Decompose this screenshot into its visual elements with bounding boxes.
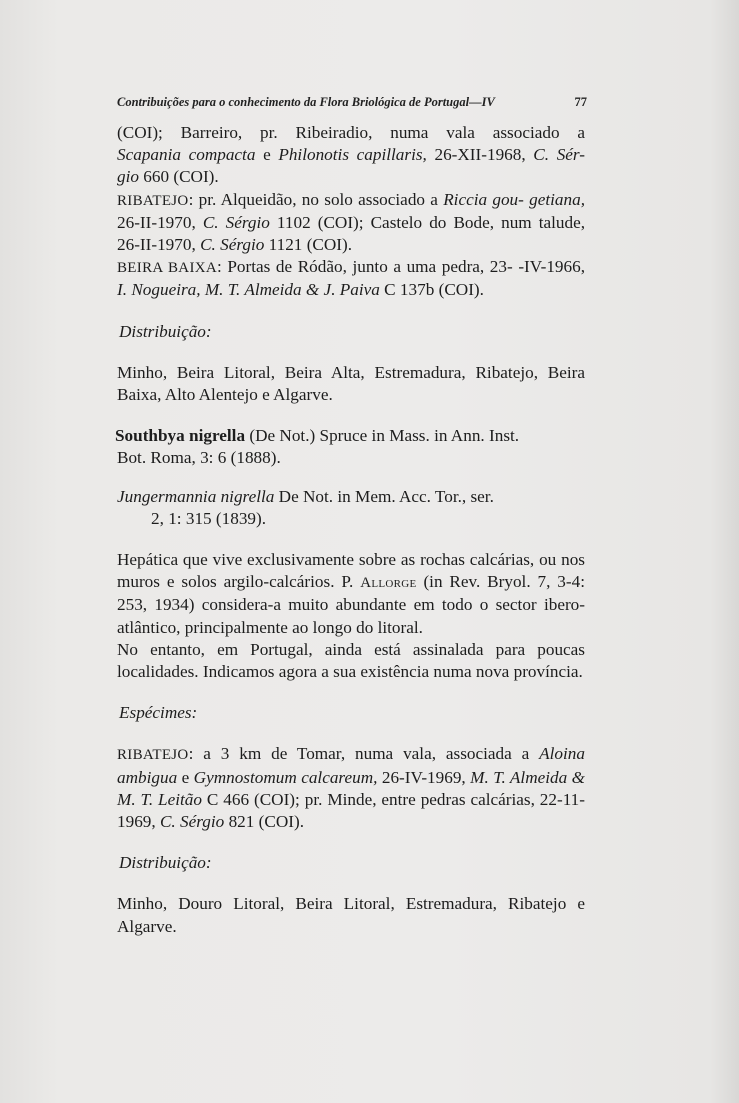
text-run: -IV-1966,	[518, 257, 585, 277]
collector: M. T. Almeida & M. T. Leitão	[117, 767, 586, 809]
text-run: 1102 (COI); Castelo do Bode,	[269, 212, 495, 232]
text-run: 26-II-1970,	[117, 212, 203, 232]
text-run: C 466 (COI); pr. Minde, entre	[201, 789, 416, 809]
distribution-text: Minho, Beira Litoral, Beira Alta, Estremadura, Ribatejo, Beira Baixa, Alto Alentejo e Algarve.	[117, 362, 585, 405]
text-run: : Portas de Ródão, junto a uma pedra, 23-	[217, 257, 513, 277]
species-authority: (De Not.) Spruce in Mass. in Ann. Inst.	[245, 426, 520, 446]
text-run: 26-XII-1968,	[426, 145, 534, 165]
text-run: (COI); Barreiro, pr. Ribeiradio, numa vala associado a	[117, 123, 585, 142]
distribution-text-2: Minho, Douro Litoral, Beira Litoral, Estremadura, Ribatejo e Algarve.	[117, 894, 585, 936]
specimen-paragraph-ribatejo	[117, 189, 585, 257]
page-body	[117, 122, 585, 938]
text-run: num talude, 26-II-1970,	[117, 212, 585, 255]
taxon-name: getiana,	[529, 189, 586, 209]
text-run: (in Rev. Bryol. 7, 3-4: 253, 1934) considera-a muito abundante em todo o sector ibero-atlântico, principalmente ao longo do litoral.	[117, 572, 585, 637]
collector: C. Sérgio	[202, 212, 270, 232]
collector: gio	[117, 167, 139, 187]
synonym-name: Jungermannia nigrella	[117, 486, 275, 506]
description-paragraph	[117, 549, 585, 639]
text-run: 821 (COI).	[224, 812, 304, 832]
specimen-line	[117, 166, 585, 188]
collector: C. Sérgio	[159, 812, 225, 832]
running-title: Contribuições para o conhecimento da Flora Briológica de Portugal—IV	[117, 95, 495, 109]
specimen-line	[117, 144, 585, 166]
collector: C. Sérgio	[200, 235, 265, 255]
text-run: Hepática que vive exclusivamente sobre as rochas calcárias, ou nos muros e solos argilo-calcários. P.	[117, 550, 585, 592]
taxon-name: Philonotis capillaris,	[278, 145, 427, 165]
text-run: 660 (COI).	[138, 167, 219, 187]
synonym-reference-cont: 2, 1: 315 (1839).	[151, 508, 267, 528]
text-run: 1121 (COI).	[264, 235, 353, 255]
text-run: 26-IV-1969,	[377, 767, 466, 787]
region-name: RIBATEJO	[117, 192, 189, 209]
distribution-heading: Distribuição:	[119, 321, 212, 341]
page-number: 77	[574, 95, 587, 109]
synonym-reference: De Not. in Mem. Acc. Tor., ser.	[274, 486, 494, 506]
taxon-name: Scapania compacta	[117, 145, 256, 165]
author-name: Allorge	[360, 575, 417, 592]
region-name: BEIRA BAIXA	[117, 260, 218, 277]
taxon-name: Riccia gou-	[443, 189, 524, 209]
specimen-line	[117, 122, 585, 144]
text-run: : pr. Alqueidão, no solo associado a	[188, 189, 444, 209]
description-paragraph-2: No entanto, em Portugal, ainda está assinalada para poucas localidades. Indicamos agora a sua existência numa nova província.	[117, 639, 585, 682]
distribution-heading-2: Distribuição:	[119, 853, 212, 873]
running-header	[117, 95, 587, 110]
text-run: pedras calcárias, 22-11-1969,	[117, 789, 585, 832]
collector: C. Sér-	[533, 145, 585, 165]
collector: I. Nogueira, M. T. Almeida & J. Paiva	[117, 280, 380, 300]
synonym-entry	[117, 486, 585, 508]
species-entry	[115, 425, 585, 447]
specimen-paragraph-ribatejo-2	[117, 743, 585, 833]
text-run: e	[255, 145, 279, 165]
text-run: C 137b (COI).	[379, 280, 484, 300]
text-run: : a 3 km de Tomar, numa vala, associada a	[188, 744, 530, 764]
specimen-paragraph-beira-baixa	[117, 256, 585, 301]
species-reference: Bot. Roma, 3: 6 (1888).	[117, 448, 281, 468]
taxon-name: Aloina ambigua	[117, 744, 585, 787]
specimens-heading: Espécimes:	[119, 703, 198, 723]
text-run: e	[177, 767, 194, 787]
region-name: RIBATEJO	[117, 747, 189, 764]
species-name: Southbya nigrella	[115, 426, 246, 446]
taxon-name: Gymnostomum calcareum,	[193, 767, 378, 787]
